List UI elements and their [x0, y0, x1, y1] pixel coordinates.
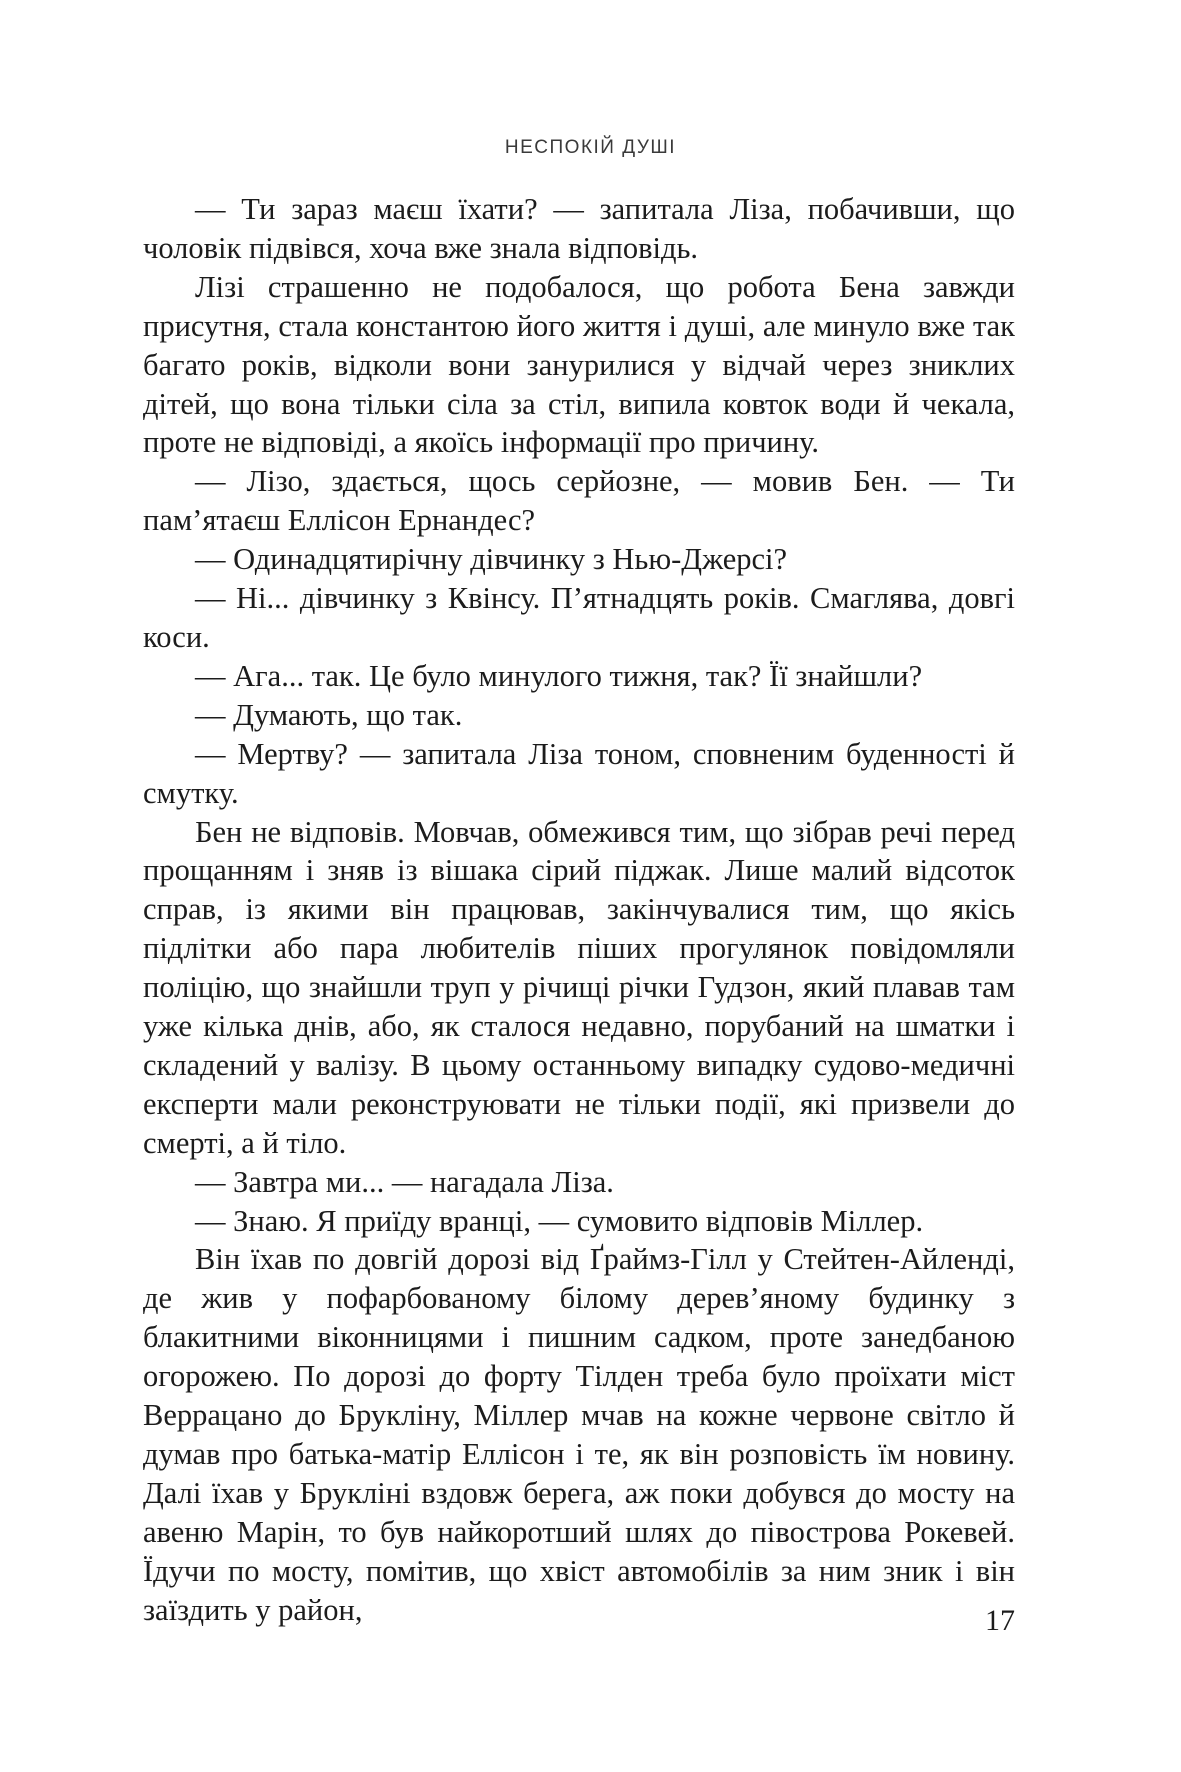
paragraph: — Мертву? — запитала Ліза тоном, сповненим буденності й смутку.	[143, 736, 1015, 810]
paragraph: — Знаю. Я приїду вранці, — сумовито відповів Міллер.	[195, 1203, 924, 1238]
body-text	[143, 190, 1015, 1630]
paragraph: — Одинадцятирічну дівчинку з Нью-Джерсі?	[195, 542, 788, 577]
running-header: НЕСПОКІЙ ДУШІ	[504, 137, 677, 158]
paragraph: Бен не відповів. Мовчав, обмежився тим, що зібрав речі перед прощанням і зняв із вішака сірий піджак. Лише малий відсоток справ, із якими він працював, закінчувалися тим, що якісь підлітки або пара любителів піших прогулянок повідомляли поліцію, що знайшли труп у річищі річки Гудзон, який плавав там уже кілька днів, або, як сталося недавно, порубаний на шматки і складений у валізу. В цьому останньому випадку судово-медичні експерти мали реконструювати не тільки події, які призвели до смерті, а й тіло.	[143, 814, 1015, 1160]
page-number: 17	[985, 1604, 1015, 1637]
paragraph: — Думають, що так.	[195, 697, 463, 732]
paragraph: Лізі страшенно не подобалося, що робота Бена завжди присутня, стала константою його життя і душі, але минуло вже так багато років, відколи вони занурилися у відчай через зниклих дітей, що вона тільки сіла за стіл, випила ковток води й чекала, проте не відповіді, а якоїсь інформації про причину.	[143, 269, 1015, 460]
paragraph: — Ага... так. Це було минулого тижня, так? Її знайшли?	[195, 658, 923, 693]
paragraph: — Завтра ми... — нагадала Ліза.	[195, 1164, 614, 1199]
paragraph: — Ні... дівчинку з Квінсу. П’ятнадцять років. Смаглява, довгі коси.	[143, 581, 1015, 654]
paragraph: Він їхав по довгій дорозі від Ґраймз-Гілл у Стейтен-Айленді, де жив у пофарбованому білому дерев’яному будинку з блакитними віконницями і пишним садком, проте занедбаною огорожею. По дорозі до форту Тілден треба було проїхати міст Веррацано до Брукліну, Міллер мчав на кожне червоне світло й думав про батька-матір Еллісон і те, як він розповість їм новину. Далі їхав у Брукліні вздовж берега, аж поки добувся до мосту на авеню Марін, то був найкоротший шлях до півострова Рокевей. Їдучи по мосту, помітив, що хвіст автомобілів за ним зник і він заїздить у район,	[143, 1242, 1015, 1627]
paragraph: — Ти зараз маєш їхати? — запитала Ліза, побачивши, що чоловік підвівся, хоча вже знала відповідь.	[143, 192, 1015, 265]
paragraph: — Лізо, здається, щось серйозне, — мовив Бен. — Ти пам’ятаєш Еллісон Ернандес?	[143, 464, 1015, 538]
